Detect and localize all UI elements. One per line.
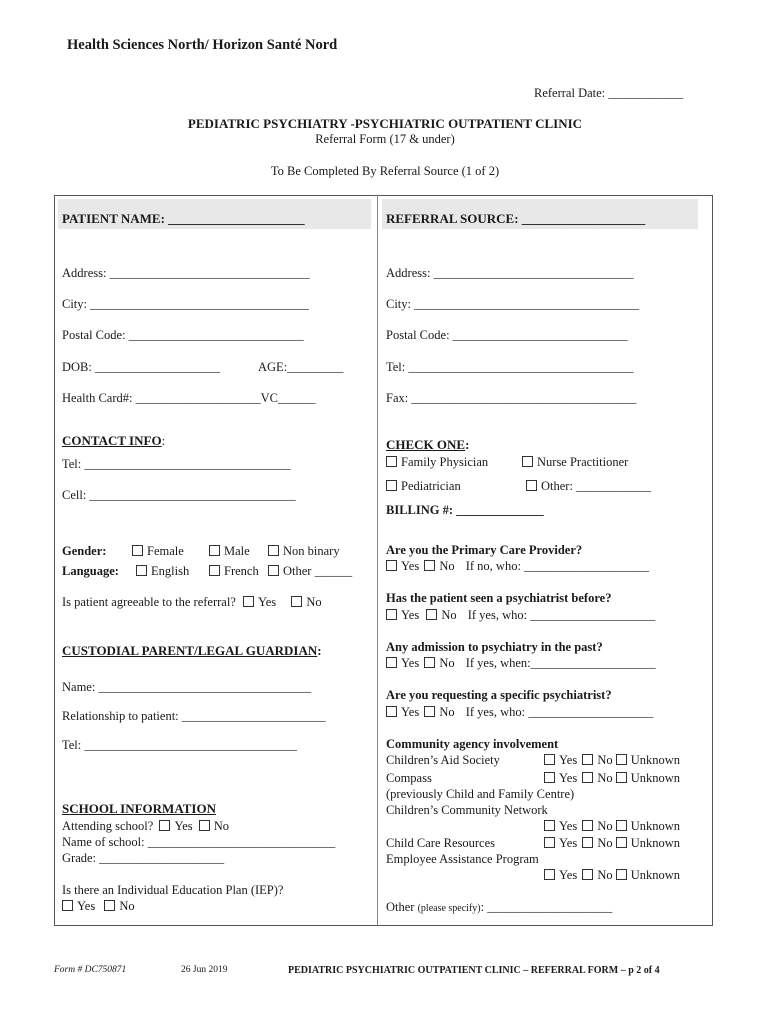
q4-followup-field[interactable]: If yes, who: ____________________ — [465, 705, 654, 719]
guardian-relationship-field[interactable]: Relationship to patient: _______________________ — [62, 709, 326, 723]
ccn-unknown-checkbox[interactable] — [616, 820, 627, 831]
form-date: 26 Jun 2019 — [181, 965, 228, 975]
referral-tel-field[interactable]: Tel: ____________________________________ — [386, 360, 634, 374]
compass-no-checkbox[interactable] — [582, 772, 593, 783]
agreeable-question: Is patient agreeable to the referral? Yes No — [62, 595, 322, 609]
q4-no[interactable]: No — [424, 705, 454, 719]
ccr-yes[interactable]: Yes — [544, 836, 577, 850]
referral-postal-field[interactable]: Postal Code: ____________________________ — [386, 328, 628, 342]
referral-address-field[interactable]: Address: ________________________________ — [386, 266, 634, 280]
agency-compass-options — [544, 771, 680, 786]
gender-female-option[interactable]: Female — [132, 544, 184, 559]
agency-other-field[interactable]: Other (please specify): ____________________ — [386, 900, 613, 914]
patient-postal-field[interactable]: Postal Code: ____________________________ — [62, 328, 304, 342]
check-one-heading: CHECK ONE: — [386, 437, 470, 452]
iep-no[interactable]: No — [104, 899, 134, 913]
patient-address-field[interactable]: Address: ________________________________ — [62, 266, 310, 280]
footer-title: PEDIATRIC PSYCHIATRIC OUTPATIENT CLINIC – REFERRAL FORM – p 2 of 4 — [288, 965, 660, 976]
iep-question: Is there an Individual Education Plan (IEP)? — [62, 883, 284, 897]
cas-no[interactable]: No — [582, 753, 612, 767]
english-checkbox[interactable] — [136, 565, 147, 576]
q2-followup-field[interactable]: If yes, who: ____________________ — [467, 608, 656, 622]
q1-no-checkbox[interactable] — [424, 560, 435, 571]
form-box-left — [54, 195, 55, 925]
ccr-unknown-checkbox[interactable] — [616, 837, 627, 848]
agency-ccr-label: Child Care Resources — [386, 836, 496, 850]
grade-field[interactable]: Grade: ____________________ — [62, 851, 225, 865]
cas-unknown[interactable]: Unknown — [616, 753, 680, 767]
attending-yes[interactable]: Yes — [159, 819, 192, 833]
q2-yes-checkbox[interactable] — [386, 609, 397, 620]
language-other-option[interactable]: Other ______ — [268, 564, 352, 579]
language-english-option[interactable]: English — [136, 564, 189, 579]
referral-fax-field[interactable]: Fax: ____________________________________ — [386, 391, 637, 405]
gender-nonbinary-option[interactable]: Non binary — [268, 544, 340, 559]
french-checkbox[interactable] — [209, 565, 220, 576]
referral-source-field[interactable]: REFERRAL SOURCE: ___________________ — [386, 211, 646, 226]
contact-cell-field[interactable]: Cell: _________________________________ — [62, 488, 296, 502]
guardian-heading: CUSTODIAL PARENT/LEGAL GUARDIAN: — [62, 643, 322, 658]
ccn-yes-checkbox[interactable] — [544, 820, 555, 831]
other-provider-option[interactable]: Other: ____________ — [526, 479, 651, 494]
q-admission: Any admission to psychiatry in the past? — [386, 640, 603, 654]
q1-no[interactable]: No — [424, 559, 454, 573]
clinic-title: PEDIATRIC PSYCHIATRY -PSYCHIATRIC OUTPATIENT CLINIC — [187, 116, 583, 131]
compass-yes[interactable]: Yes — [544, 771, 577, 785]
cas-yes-checkbox[interactable] — [544, 754, 555, 765]
eap-yes-checkbox[interactable] — [544, 869, 555, 880]
health-card-field[interactable]: Health Card#: ____________________VC______ — [62, 391, 316, 405]
eap-no[interactable]: No — [582, 868, 612, 882]
nurse-practitioner-option[interactable]: Nurse Practitioner — [522, 455, 628, 470]
cas-unknown-checkbox[interactable] — [616, 754, 627, 765]
school-name-field[interactable]: Name of school: ______________________________ — [62, 835, 336, 849]
patient-age-field[interactable]: AGE:_________ — [258, 360, 344, 374]
form-subtitle: Referral Form (17 & under) — [315, 132, 455, 146]
form-box-right — [712, 195, 713, 925]
q1-yes-checkbox[interactable] — [386, 560, 397, 571]
attending-no[interactable]: No — [199, 819, 229, 833]
language-french-option[interactable]: French — [209, 564, 259, 579]
referral-date[interactable]: Referral Date: ____________ — [534, 86, 684, 100]
q3-no-checkbox[interactable] — [424, 657, 435, 668]
ccr-no-checkbox[interactable] — [582, 837, 593, 848]
guardian-tel-field[interactable]: Tel: __________________________________ — [62, 738, 297, 752]
agreeable-yes-checkbox[interactable] — [243, 596, 254, 607]
ccn-yes[interactable]: Yes — [544, 819, 577, 833]
cas-yes[interactable]: Yes — [544, 753, 577, 767]
cas-no-checkbox[interactable] — [582, 754, 593, 765]
agency-ccn-options — [544, 819, 680, 834]
patient-dob-field[interactable]: DOB: ____________________ — [62, 360, 220, 374]
column-divider — [377, 195, 378, 925]
ccn-no-checkbox[interactable] — [582, 820, 593, 831]
compass-unknown[interactable]: Unknown — [616, 771, 680, 785]
ccr-yes-checkbox[interactable] — [544, 837, 555, 848]
q3-yes[interactable]: Yes — [386, 656, 419, 670]
patient-name-field[interactable]: PATIENT NAME: _____________________ — [62, 211, 305, 226]
family-physician-option[interactable]: Family Physician — [386, 455, 488, 470]
attending-yes-checkbox[interactable] — [159, 820, 170, 831]
contact-info-heading: CONTACT INFO: — [62, 433, 166, 448]
language-label: Language: — [62, 564, 119, 578]
form-box-top — [54, 195, 713, 196]
attending-school: Attending school? Yes No — [62, 819, 230, 833]
ccr-unknown[interactable]: Unknown — [616, 836, 680, 850]
q3-followup-field[interactable]: If yes, when:____________________ — [465, 656, 656, 670]
female-checkbox[interactable] — [132, 545, 143, 556]
agency-eap-options — [544, 868, 680, 883]
nurse-practitioner-checkbox[interactable] — [522, 456, 533, 467]
eap-yes[interactable]: Yes — [544, 868, 577, 882]
agency-ccr-options — [544, 836, 680, 851]
q2-no[interactable]: No — [426, 608, 456, 622]
q2-no-checkbox[interactable] — [426, 609, 437, 620]
form-box-bottom — [54, 925, 713, 926]
agency-cas-options — [544, 753, 680, 768]
community-agency-heading: Community agency involvement — [386, 737, 559, 751]
agreeable-yes[interactable]: Yes — [243, 595, 276, 609]
q2-yes[interactable]: Yes — [386, 608, 419, 622]
agency-compass-label: Compass — [386, 771, 432, 785]
agreeable-no[interactable]: No — [291, 595, 321, 609]
agency-compass-note: (previously Child and Family Centre) — [386, 787, 575, 801]
eap-no-checkbox[interactable] — [582, 869, 593, 880]
male-checkbox[interactable] — [209, 545, 220, 556]
q3-yes-checkbox[interactable] — [386, 657, 397, 668]
pediatrician-option[interactable]: Pediatrician — [386, 479, 461, 494]
contact-tel-field[interactable]: Tel: _________________________________ — [62, 457, 291, 471]
ccn-unknown[interactable]: Unknown — [616, 819, 680, 833]
q-primary-care-options — [386, 559, 649, 574]
eap-unknown-checkbox[interactable] — [616, 869, 627, 880]
organization-name: Health Sciences North/ Horizon Santé Nord — [67, 37, 338, 53]
q-seen-psychiatrist: Has the patient seen a psychiatrist before? — [386, 591, 612, 605]
agency-ccn-label: Children’s Community Network — [386, 803, 548, 817]
iep-yes-checkbox[interactable] — [62, 900, 73, 911]
compass-unknown-checkbox[interactable] — [616, 772, 627, 783]
compass-yes-checkbox[interactable] — [544, 772, 555, 783]
q4-yes-checkbox[interactable] — [386, 706, 397, 717]
ccn-no[interactable]: No — [582, 819, 612, 833]
referral-city-field[interactable]: City: ____________________________________ — [386, 297, 640, 311]
guardian-name-field[interactable]: Name: __________________________________ — [62, 680, 311, 694]
agreeable-no-checkbox[interactable] — [291, 596, 302, 607]
q-seen-psychiatrist-options — [386, 608, 655, 623]
q3-no[interactable]: No — [424, 656, 454, 670]
q-admission-options — [386, 656, 656, 671]
family-physician-checkbox[interactable] — [386, 456, 397, 467]
billing-field[interactable]: BILLING #: ______________ — [386, 503, 544, 517]
q-specific-psychiatrist-options — [386, 705, 653, 720]
pediatrician-checkbox[interactable] — [386, 480, 397, 491]
gender-label: Gender: — [62, 544, 107, 558]
gender-male-option[interactable]: Male — [209, 544, 250, 559]
other-provider-checkbox[interactable] — [526, 480, 537, 491]
ccr-no[interactable]: No — [582, 836, 612, 850]
agency-eap-label: Employee Assistance Program — [386, 852, 539, 866]
compass-no[interactable]: No — [582, 771, 612, 785]
agency-cas-label: Children’s Aid Society — [386, 753, 500, 767]
patient-city-field[interactable]: City: ___________________________________ — [62, 297, 309, 311]
form-number: Form # DC750871 — [54, 965, 127, 975]
q1-yes[interactable]: Yes — [386, 559, 419, 573]
attending-no-checkbox[interactable] — [199, 820, 210, 831]
iep-no-checkbox[interactable] — [104, 900, 115, 911]
nonbinary-checkbox[interactable] — [268, 545, 279, 556]
language-other-checkbox[interactable] — [268, 565, 279, 576]
q-primary-care: Are you the Primary Care Provider? — [386, 543, 583, 557]
q4-yes[interactable]: Yes — [386, 705, 419, 719]
q1-followup-field[interactable]: If no, who: ____________________ — [465, 559, 650, 573]
school-heading: SCHOOL INFORMATION — [62, 801, 216, 816]
form-instruction: To Be Completed By Referral Source (1 of 2) — [270, 164, 500, 178]
q4-no-checkbox[interactable] — [424, 706, 435, 717]
iep-yes[interactable]: Yes — [62, 899, 95, 913]
iep-options — [62, 899, 135, 914]
eap-unknown[interactable]: Unknown — [616, 868, 680, 882]
q-specific-psychiatrist: Are you requesting a specific psychiatrist? — [386, 688, 612, 702]
